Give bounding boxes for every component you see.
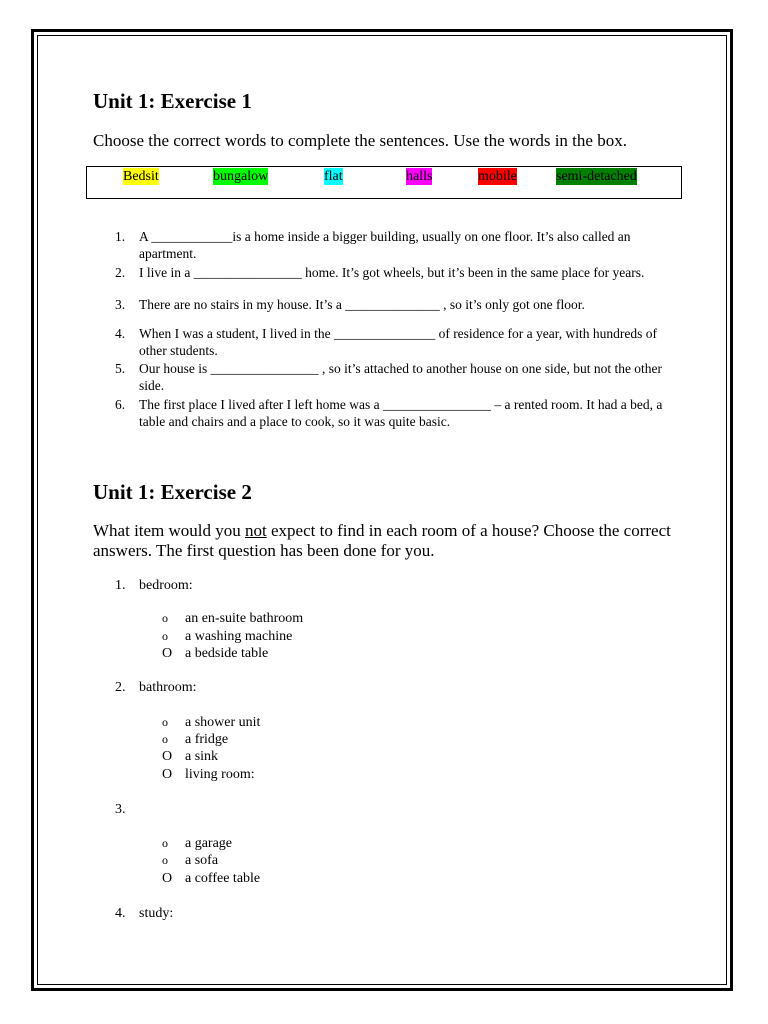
question-number: 5. [115, 361, 126, 376]
question-number: 2. [115, 265, 126, 280]
option-text: an en-suite bathroom [185, 611, 304, 626]
option-bullet: O [162, 646, 173, 661]
item-room: study: [139, 906, 174, 921]
option-bullet: o [162, 629, 168, 643]
option[interactable] [162, 610, 303, 627]
instruction-text: What item would you [93, 521, 246, 540]
option-bullet: o [162, 732, 168, 746]
option[interactable] [162, 645, 268, 662]
question-number: 1. [115, 229, 126, 244]
word-bungalow: bungalow [213, 169, 269, 184]
option-text: a bedside table [185, 646, 269, 661]
exercise1-title: Unit 1: Exercise 1 [93, 89, 252, 113]
item-number: 3. [115, 802, 126, 817]
option-text: a washing machine [185, 629, 293, 644]
option-bullet: O [162, 749, 173, 764]
option-text: a shower unit [185, 715, 261, 730]
option[interactable] [162, 628, 292, 645]
exercise1-instruction: Choose the correct words to complete the sentences. Use the words in the box. [93, 131, 627, 150]
instruction-emphasis: not [245, 521, 267, 540]
option-bullet: o [162, 836, 168, 850]
option[interactable] [162, 835, 232, 852]
question-text: Our house is ________________ , so it’s attached to another house on one side, but not the other side. [139, 361, 663, 393]
question-text: The first place I lived after I left home was a ________________ – a rented room. It had a bed, a table and chairs and a place to cook, so it was quite basic. [139, 397, 663, 429]
exercise2-instruction [93, 521, 673, 561]
item-room: bedroom: [139, 578, 193, 593]
question-number: 3. [115, 297, 126, 312]
option-text: a coffee table [185, 871, 261, 886]
option-text: a sink [185, 749, 219, 764]
question-text: I live in a ________________ home. It’s got wheels, but it’s been in the same place for years. [139, 265, 645, 280]
question-text: There are no stairs in my house. It’s a ______________ , so it’s only got one floor. [139, 297, 585, 312]
item-number: 1. [115, 578, 126, 593]
option[interactable] [162, 748, 218, 765]
item-number: 4. [115, 906, 126, 921]
option[interactable] [162, 714, 260, 731]
word-semi-detached: semi-detached [556, 169, 637, 184]
option-text: a garage [185, 836, 233, 851]
word-bedsit: Bedsit [123, 169, 159, 184]
instruction-text: expect to find in each room of a house? Choose the correct answers. The first question has been done for you. [93, 521, 671, 560]
option-text: a sofa [185, 853, 219, 868]
option-bullet: O [162, 767, 173, 782]
word-mobile: mobile [478, 169, 517, 184]
item-room: bathroom: [139, 680, 197, 695]
option-bullet: O [162, 871, 173, 886]
option[interactable] [162, 731, 228, 748]
word-flat: flat [324, 169, 343, 184]
item-number: 2. [115, 680, 126, 695]
word-halls: halls [406, 169, 433, 184]
option-text: living room: [185, 767, 255, 782]
word-box [86, 166, 682, 199]
option-bullet: o [162, 611, 168, 625]
question-number: 6. [115, 397, 126, 412]
question-text: When I was a student, I lived in the _______________ of residence for a year, with hundreds of other students. [139, 326, 657, 358]
option-bullet: o [162, 853, 168, 867]
option[interactable] [162, 870, 260, 887]
question-text: A ____________is a home inside a bigger building, usually on one floor. It’s also called an apartment. [139, 229, 631, 261]
exercise2-title: Unit 1: Exercise 2 [93, 480, 252, 504]
option[interactable] [162, 852, 218, 869]
option[interactable] [162, 766, 255, 783]
option-text: a fridge [185, 732, 229, 747]
question-number: 4. [115, 326, 126, 341]
option-bullet: o [162, 715, 168, 729]
